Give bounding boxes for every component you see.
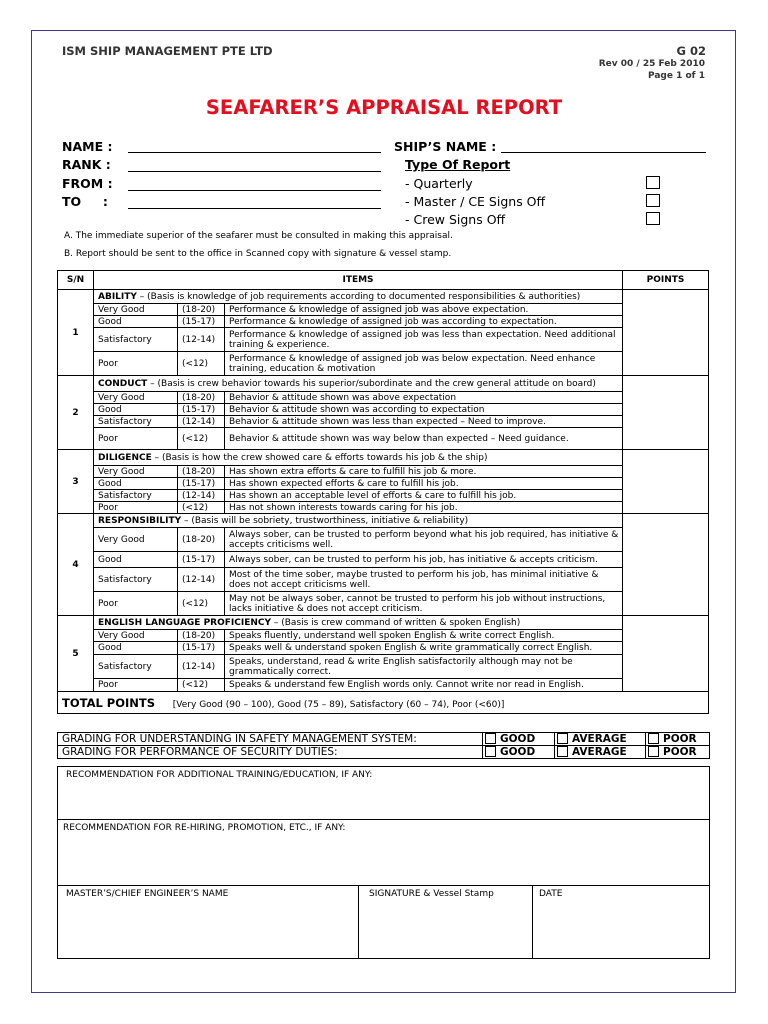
grade-checkbox[interactable] xyxy=(557,733,568,744)
section-title-row xyxy=(58,514,709,528)
score-range: (12-14) xyxy=(178,568,225,592)
section-number: 1 xyxy=(58,290,94,376)
section-name: DILIGENCE xyxy=(98,452,152,463)
rating-label: Very Good xyxy=(94,304,178,316)
table-row xyxy=(58,428,709,450)
rating-description: Always sober, can be trusted to perform his job, has initiative & accepts criticism. xyxy=(225,552,623,568)
report-title: SEAFARER’S APPRAISAL REPORT xyxy=(205,96,563,119)
section-title-row xyxy=(58,376,709,392)
rating-label: Good xyxy=(94,404,178,416)
section-basis: – (Basis is crew command of written & spoken English) xyxy=(271,617,521,628)
table-row xyxy=(58,392,709,404)
rating-label: Good xyxy=(94,642,178,655)
report-type-crew-signoff: - Crew Signs Off xyxy=(405,212,506,227)
section-basis: – (Basis is knowledge of job requirements according to documented responsibilities & authorities) xyxy=(136,291,581,302)
rating-label: Satisfactory xyxy=(94,328,178,352)
grade-average-option[interactable] xyxy=(555,746,646,759)
grading-scale: [Very Good (90 – 100), Good (75 – 89), Satisfactory (60 – 74), Poor (<60)] xyxy=(172,699,505,710)
appraisal-table xyxy=(57,270,709,714)
rating-label: Good xyxy=(94,552,178,568)
rating-description: Performance & knowledge of assigned job was less than expectation. Need additional training & experience. xyxy=(225,328,623,352)
rating-description: Behavior & attitude shown was less than expected – Need to improve. xyxy=(225,416,623,428)
rating-description: Most of the time sober, maybe trusted to perform his job, has minimal initiative & does not accept criticisms well. xyxy=(225,568,623,592)
score-range: (18-20) xyxy=(178,392,225,404)
rating-description: Behavior & attitude shown was according to expectation xyxy=(225,404,623,416)
grade-average-label: AVERAGE xyxy=(572,733,627,745)
quarterly-checkbox[interactable] xyxy=(646,176,660,189)
grade-good-option[interactable] xyxy=(483,733,555,746)
rating-label: Very Good xyxy=(94,528,178,552)
rehiring-recommendation-label: RECOMMENDATION FOR RE-HIRING, PROMOTION, ETC., IF ANY: xyxy=(63,823,346,833)
score-range: (15-17) xyxy=(178,478,225,490)
rating-description: Has shown an acceptable level of efforts & care to fulfill his job. xyxy=(225,490,623,502)
rating-label: Poor xyxy=(94,502,178,514)
score-range: (15-17) xyxy=(178,404,225,416)
section-number: 4 xyxy=(58,514,94,616)
table-row xyxy=(58,679,709,692)
training-recommendation-label: RECOMMENDATION FOR ADDITIONAL TRAINING/EDUCATION, IF ANY: xyxy=(66,770,373,780)
crew-signoff-checkbox[interactable] xyxy=(646,212,660,225)
section-number: 3 xyxy=(58,450,94,514)
rating-description: Speaks fluently, understand well spoken English & write correct English. xyxy=(225,630,623,642)
table-row xyxy=(58,478,709,490)
grade-poor-option[interactable] xyxy=(646,733,710,746)
table-row xyxy=(58,416,709,428)
total-points-label: TOTAL POINTS xyxy=(62,695,156,710)
ship-name-underline xyxy=(501,152,706,153)
name-label: NAME : xyxy=(62,139,113,154)
rating-description: Behavior & attitude shown was way below than expected – Need guidance. xyxy=(225,428,623,450)
section-name: ENGLISH LANGUAGE PROFICIENCY xyxy=(98,617,272,628)
report-type-heading: Type Of Report xyxy=(405,157,511,172)
rating-label: Good xyxy=(94,316,178,328)
table-row xyxy=(58,352,709,376)
rating-label: Satisfactory xyxy=(94,490,178,502)
grading-table xyxy=(57,732,710,759)
table-row xyxy=(58,490,709,502)
rating-description: Performance & knowledge of assigned job was above expectation. xyxy=(225,304,623,316)
rating-label: Very Good xyxy=(94,630,178,642)
score-range: (15-17) xyxy=(178,642,225,655)
master-signoff-checkbox[interactable] xyxy=(646,194,660,207)
score-range: (18-20) xyxy=(178,630,225,642)
table-row xyxy=(58,655,709,679)
table-row xyxy=(58,568,709,592)
score-range: (<12) xyxy=(178,428,225,450)
score-range: (15-17) xyxy=(178,552,225,568)
date-field[interactable] xyxy=(533,886,710,959)
rating-description: Has shown expected efforts & care to fulfill his job. xyxy=(225,478,623,490)
section-name: CONDUCT xyxy=(98,378,148,389)
signature-field[interactable] xyxy=(359,886,533,959)
rating-label: Poor xyxy=(94,592,178,616)
table-row xyxy=(58,630,709,642)
ship-name-label: SHIP’S NAME : xyxy=(394,139,497,154)
rating-description: Speaks, understand, read & write English satisfactorily although may not be grammatically correct. xyxy=(225,655,623,679)
company-name: ISM SHIP MANAGEMENT PTE LTD xyxy=(62,44,273,58)
rating-label: Satisfactory xyxy=(94,416,178,428)
score-range: (18-20) xyxy=(178,466,225,478)
grade-poor-label: POOR xyxy=(663,733,697,745)
rating-label: Good xyxy=(94,478,178,490)
grade-average-label: AVERAGE xyxy=(572,746,627,758)
from-underline xyxy=(128,190,381,191)
master-name-field[interactable] xyxy=(58,886,359,959)
rating-label: Very Good xyxy=(94,466,178,478)
table-row xyxy=(58,642,709,655)
grade-poor-option[interactable] xyxy=(646,746,710,759)
rating-label: Poor xyxy=(94,352,178,376)
to-label: TO : xyxy=(62,194,108,209)
rating-description: Has shown extra efforts & care to fulfill his job & more. xyxy=(225,466,623,478)
master-name-label: MASTER’S/CHIEF ENGINEER’S NAME xyxy=(66,889,229,899)
signature-row xyxy=(58,886,710,959)
points-cell[interactable] xyxy=(623,290,709,376)
grade-good-label: GOOD xyxy=(500,746,536,758)
rating-description: Speaks & understand few English words only. Cannot write nor read in English. xyxy=(225,679,623,692)
note-a: A. The immediate superior of the seafarer must be consulted in making this appraisal. xyxy=(64,231,453,241)
report-type-master-signoff: - Master / CE Signs Off xyxy=(405,194,546,209)
table-header xyxy=(58,271,709,290)
grade-checkbox[interactable] xyxy=(557,746,568,757)
rating-description: Performance & knowledge of assigned job was below expectation. Need enhance training, education & motivation xyxy=(225,352,623,376)
rank-underline xyxy=(128,171,381,172)
points-cell[interactable] xyxy=(623,616,709,692)
revision-info: Rev 00 / 25 Feb 2010 xyxy=(598,59,705,69)
rating-label: Satisfactory xyxy=(94,655,178,679)
sn-header: S/N xyxy=(58,271,94,290)
grading-row-security xyxy=(58,746,710,759)
rating-label: Satisfactory xyxy=(94,568,178,592)
table-row xyxy=(58,502,709,514)
score-range: (<12) xyxy=(178,352,225,376)
points-cell[interactable] xyxy=(623,450,709,514)
rehiring-row xyxy=(58,820,710,886)
grade-good-option[interactable] xyxy=(483,746,555,759)
points-cell[interactable] xyxy=(623,376,709,450)
table-row xyxy=(58,404,709,416)
section-title-row xyxy=(58,450,709,466)
score-range: (<12) xyxy=(178,679,225,692)
rating-description: Speaks well & understand spoken English & write grammatically correct English. xyxy=(225,642,623,655)
grading-security-label: GRADING FOR PERFORMANCE OF SECURITY DUTIES: xyxy=(58,746,483,759)
section-basis: – (Basis is crew behavior towards his superior/subordinate and the crew general attitude on board) xyxy=(147,378,596,389)
section-basis: – (Basis is how the crew showed care & efforts towards his job & the ship) xyxy=(151,452,488,463)
grade-poor-label: POOR xyxy=(663,746,697,758)
rating-description: Has not shown interests towards caring for his job. xyxy=(225,502,623,514)
rehiring-recommendation-field[interactable] xyxy=(58,820,710,886)
signature-label: SIGNATURE & Vessel Stamp xyxy=(369,889,494,899)
section-basis: – (Basis will be sobriety, trustworthiness, initiative & reliability) xyxy=(181,515,469,526)
score-range: (15-17) xyxy=(178,316,225,328)
grading-row-sms xyxy=(58,733,710,746)
section-number: 2 xyxy=(58,376,94,450)
section-title xyxy=(94,290,623,304)
score-range: (18-20) xyxy=(178,528,225,552)
training-recommendation-field[interactable] xyxy=(58,767,710,820)
report-type-quarterly: - Quarterly xyxy=(405,176,473,191)
table-row xyxy=(58,552,709,568)
score-range: (12-14) xyxy=(178,416,225,428)
total-row xyxy=(58,692,709,714)
grade-checkbox[interactable] xyxy=(648,733,659,744)
section-title xyxy=(94,376,623,392)
name-underline xyxy=(128,152,381,153)
score-range: (12-14) xyxy=(178,490,225,502)
rating-label: Poor xyxy=(94,428,178,450)
score-range: (18-20) xyxy=(178,304,225,316)
rank-label: RANK : xyxy=(62,157,111,172)
section-title xyxy=(94,450,623,466)
form-number: G 02 xyxy=(676,44,706,58)
score-range: (12-14) xyxy=(178,328,225,352)
score-range: (<12) xyxy=(178,592,225,616)
table-row xyxy=(58,528,709,552)
total-cell[interactable] xyxy=(58,692,709,714)
section-name: RESPONSIBILITY xyxy=(98,515,182,526)
table-row xyxy=(58,466,709,478)
grade-checkbox[interactable] xyxy=(648,746,659,757)
section-title-row xyxy=(58,616,709,630)
table-row xyxy=(58,316,709,328)
grade-checkbox[interactable] xyxy=(485,746,496,757)
rating-description: Always sober, can be trusted to perform beyond what his job required, has initiative & accepts criticisms well. xyxy=(225,528,623,552)
rating-label: Very Good xyxy=(94,392,178,404)
section-number: 5 xyxy=(58,616,94,692)
training-row xyxy=(58,767,710,820)
table-row xyxy=(58,328,709,352)
note-b: B. Report should be sent to the office in Scanned copy with signature & vessel stamp. xyxy=(64,249,452,259)
section-title xyxy=(94,514,623,528)
grade-good-label: GOOD xyxy=(500,733,536,745)
to-underline xyxy=(128,208,381,209)
from-label: FROM : xyxy=(62,176,113,191)
points-header: POINTS xyxy=(623,271,709,290)
grading-sms-label: GRADING FOR UNDERSTANDING IN SAFETY MANAGEMENT SYSTEM: xyxy=(58,733,483,746)
table-row xyxy=(58,592,709,616)
grade-checkbox[interactable] xyxy=(485,733,496,744)
score-range: (<12) xyxy=(178,502,225,514)
section-title-row xyxy=(58,290,709,304)
rating-description: May not be always sober, cannot be trusted to perform his job without instructions, lacks initiative & does not accept criticism. xyxy=(225,592,623,616)
items-header: ITEMS xyxy=(94,271,623,290)
section-name: ABILITY xyxy=(98,291,137,302)
rating-description: Performance & knowledge of assigned job was according to expectation. xyxy=(225,316,623,328)
recommendation-table xyxy=(57,766,710,959)
points-cell[interactable] xyxy=(623,514,709,616)
date-label: DATE xyxy=(539,889,563,899)
grade-average-option[interactable] xyxy=(555,733,646,746)
rating-description: Behavior & attitude shown was above expectation xyxy=(225,392,623,404)
section-title xyxy=(94,616,623,630)
score-range: (12-14) xyxy=(178,655,225,679)
table-row xyxy=(58,304,709,316)
page-number: Page 1 of 1 xyxy=(648,71,705,81)
rating-label: Poor xyxy=(94,679,178,692)
